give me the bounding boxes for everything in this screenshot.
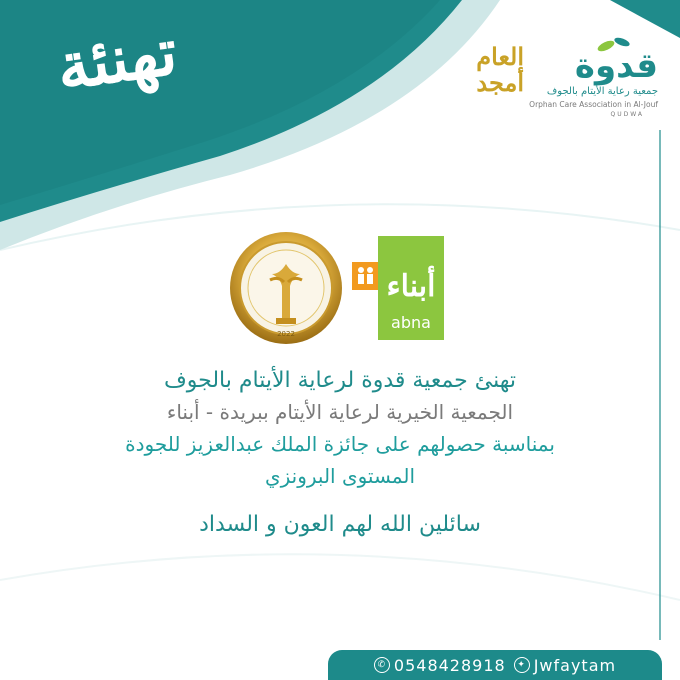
qudwa-subtitle-ar: جمعية رعاية الأيتام بالجوف	[546, 86, 658, 97]
message-line-2: الجمعية الخيرية لرعاية الأيتام ببريدة - أبناء	[166, 400, 514, 424]
alam-amjad-logo	[436, 44, 524, 100]
message-line-5: سائلين الله لهم العون و السداد	[199, 512, 481, 537]
header-title: تهنئة	[52, 14, 182, 106]
alam-line2: أمجد	[476, 68, 524, 97]
abna-logo	[352, 236, 448, 340]
medal-year: 2022	[277, 330, 295, 338]
twitter-contact[interactable]	[514, 656, 616, 675]
message-line-4: المستوى البرونزي	[264, 464, 416, 488]
abna-latin: abna	[391, 313, 431, 332]
alam-line1: العام	[476, 42, 524, 71]
whatsapp-icon: ✆	[374, 657, 390, 673]
phone-contact[interactable]	[374, 656, 506, 675]
abna-arabic: أبناء	[386, 269, 436, 304]
qudwa-abbr: QUDWA	[610, 111, 644, 118]
king-abdulaziz-award-medal	[222, 230, 350, 350]
twitter-handle: Jwfaytam	[533, 655, 617, 675]
message-line-3: بمناسبة حصولهم على جائزة الملك عبدالعزيز للجودة	[125, 432, 555, 456]
message-line-1: تهنئ جمعية قدوة لرعاية الأيتام بالجوف	[163, 368, 517, 393]
twitter-icon: ✦	[514, 657, 530, 673]
qudwa-name: قدوة	[574, 46, 658, 86]
qudwa-subtitle-en: Orphan Care Association in Al-Jouf	[529, 100, 658, 109]
qudwa-logo	[530, 34, 658, 120]
phone-number: 0548428918	[393, 655, 506, 675]
contact-footer	[328, 650, 662, 680]
